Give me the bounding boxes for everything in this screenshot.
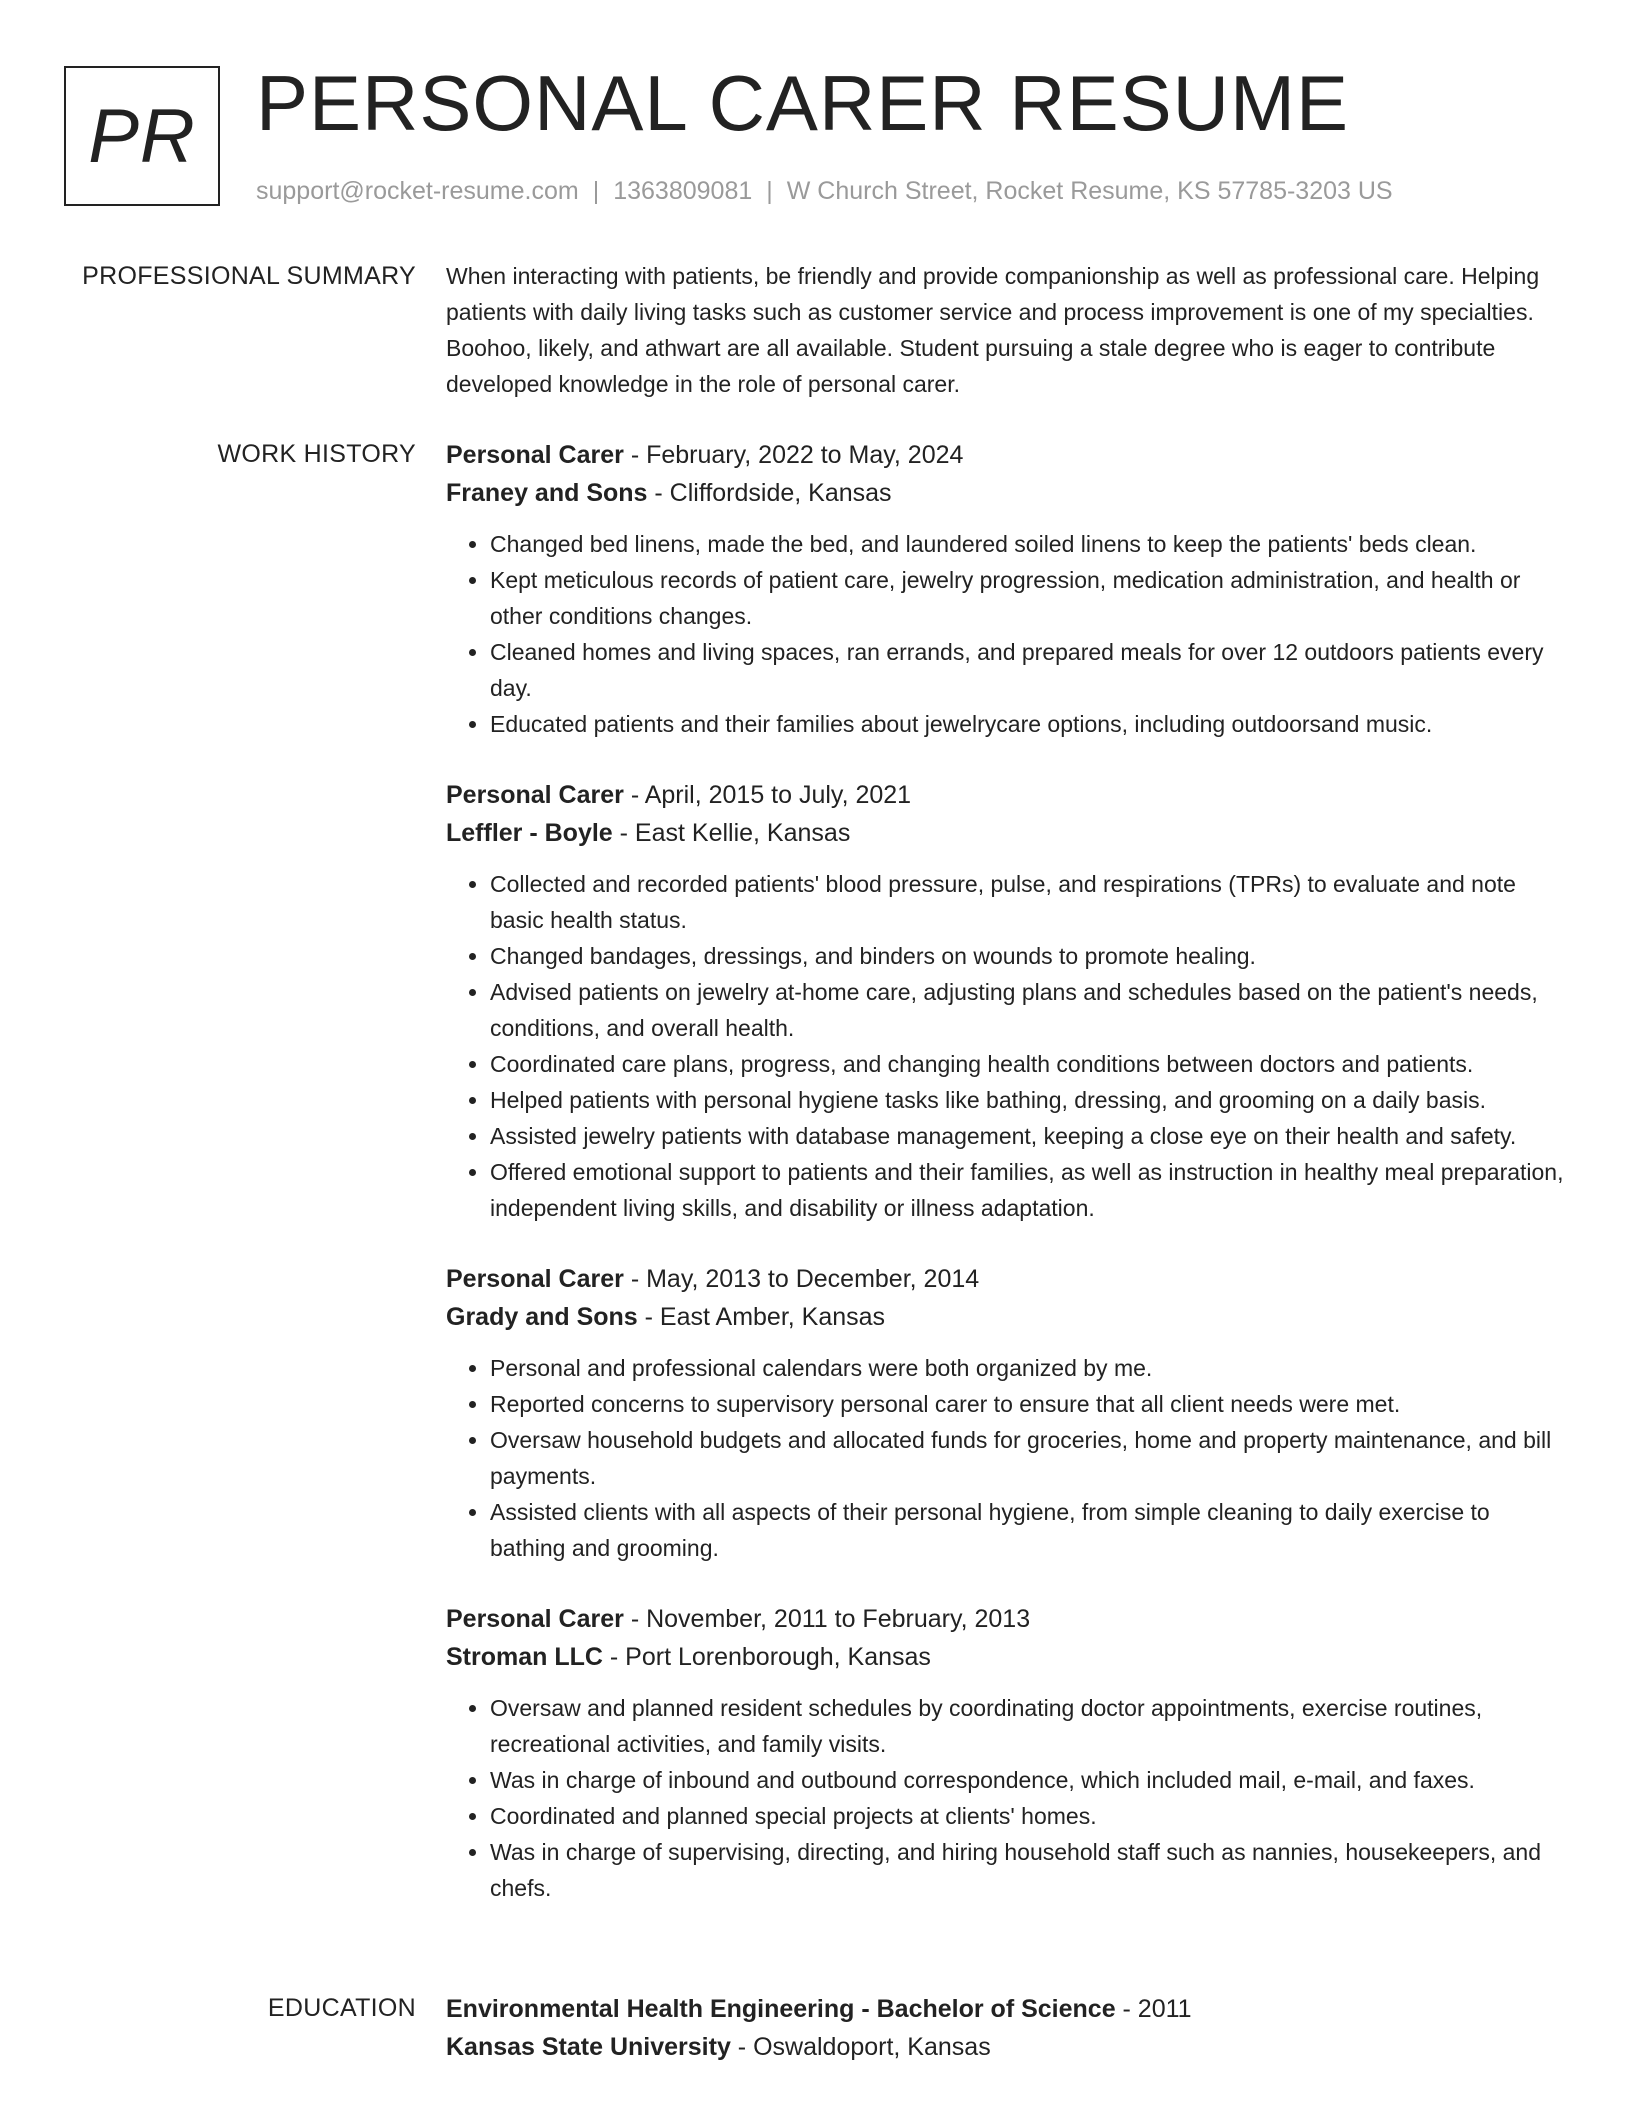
job-company: Franey and Sons — [446, 479, 648, 507]
job-duty-item: • Coordinated care plans, progress, and changing health conditions between doctors and patients. — [490, 1046, 1566, 1082]
education-entry — [446, 1990, 1566, 2066]
job-location: - Port Lorenborough, Kansas — [602, 1643, 931, 1671]
job-dates: - February, 2022 to May, 2024 — [623, 441, 964, 469]
school-line — [446, 2028, 1566, 2066]
job-title: Personal Carer — [446, 1265, 624, 1293]
job-company: Grady and Sons — [446, 1303, 638, 1331]
job-title-line — [446, 1600, 1566, 1638]
job-entry — [446, 1600, 1566, 1906]
job-duty-item: • Changed bed linens, made the bed, and laundered soiled linens to keep the patients' beds clean. — [490, 526, 1566, 562]
job-entry — [446, 776, 1566, 1226]
job-location: - East Amber, Kansas — [637, 1303, 886, 1331]
degree-line — [446, 1990, 1566, 2028]
job-company-line — [446, 474, 1566, 512]
job-duty-item: • Reported concerns to supervisory personal carer to ensure that all client needs were met. — [490, 1386, 1566, 1422]
job-duty-item: • Was in charge of supervising, directing, and hiring household staff such as nannies, housekeepers, and chefs. — [490, 1834, 1566, 1906]
summary-text: When interacting with patients, be friendly and provide companionship as well as professional care. Helping patients with daily living tasks such as customer service and process improvement is one of my specialties. Boohoo, likely, and athwart are all available. Student pursuing a stale degree who is eager to contribute developed knowledge in the role of personal carer. — [446, 263, 1540, 397]
job-duty-item: • Kept meticulous records of patient care, jewelry progression, medication administration, and health or other conditions changes. — [490, 562, 1566, 634]
job-duties-list — [446, 866, 1566, 1226]
contact-phone[interactable]: 1363809081 — [613, 177, 753, 205]
job-dates: - April, 2015 to July, 2021 — [623, 781, 912, 809]
job-dates: - May, 2013 to December, 2014 — [623, 1265, 980, 1293]
section-label-work-history: WORK HISTORY — [217, 440, 416, 468]
contact-address: W Church Street, Rocket Resume, KS 57785-3203 US — [786, 177, 1393, 205]
degree-year: - 2011 — [1115, 1995, 1192, 2023]
job-company-line — [446, 814, 1566, 852]
job-title-line — [446, 436, 1566, 474]
school-location: - Oswaldoport, Kansas — [730, 2033, 991, 2061]
section-label-summary: PROFESSIONAL SUMMARY — [82, 262, 416, 290]
job-duty-item: • Cleaned homes and living spaces, ran errands, and prepared meals for over 12 outdoors patients every day. — [490, 634, 1566, 706]
job-duties-list — [446, 526, 1566, 742]
section-label-education: EDUCATION — [267, 1994, 416, 2022]
contact-separator: | — [766, 177, 773, 205]
job-title: Personal Carer — [446, 441, 624, 469]
work-history-list — [446, 436, 1566, 1940]
degree-name: Environmental Health Engineering - Bachelor of Science — [446, 1995, 1116, 2023]
job-company-line — [446, 1298, 1566, 1336]
job-duty-item: • Was in charge of inbound and outbound correspondence, which included mail, e-mail, and faxes. — [490, 1762, 1566, 1798]
initials-monogram: PR — [64, 66, 220, 206]
job-company: Leffler - Boyle — [446, 819, 613, 847]
job-duty-item: • Assisted clients with all aspects of their personal hygiene, from simple cleaning to daily exercise to bathing and grooming. — [490, 1494, 1566, 1566]
contact-email[interactable]: support@rocket-resume.com — [256, 177, 579, 205]
job-duties-list — [446, 1350, 1566, 1566]
job-duty-item: • Oversaw household budgets and allocated funds for groceries, home and property maintenance, and bill payments. — [490, 1422, 1566, 1494]
job-duties-list — [446, 1690, 1566, 1906]
resume-title: PERSONAL CARER RESUME — [256, 59, 1350, 147]
job-entry — [446, 1260, 1566, 1566]
school-name: Kansas State University — [446, 2033, 731, 2061]
job-entry — [446, 436, 1566, 742]
job-duty-item: • Personal and professional calendars were both organized by me. — [490, 1350, 1566, 1386]
job-title: Personal Carer — [446, 1605, 624, 1633]
job-duty-item: • Helped patients with personal hygiene tasks like bathing, dressing, and grooming on a daily basis. — [490, 1082, 1566, 1118]
contact-separator: | — [592, 177, 600, 205]
job-location: - Cliffordside, Kansas — [647, 479, 892, 507]
summary-content — [446, 258, 1566, 402]
job-duty-item: • Offered emotional support to patients and their families, as well as instruction in healthy meal preparation, independent living skills, and disability or illness adaptation. — [490, 1154, 1566, 1226]
job-duty-item: • Coordinated and planned special projects at clients' homes. — [490, 1798, 1566, 1834]
job-duty-item: • Assisted jewelry patients with database management, keeping a close eye on their health and safety. — [490, 1118, 1566, 1154]
job-duty-item: • Collected and recorded patients' blood pressure, pulse, and respirations (TPRs) to evaluate and note basic health status. — [490, 866, 1566, 938]
education-list — [446, 1990, 1566, 2066]
job-title: Personal Carer — [446, 781, 624, 809]
job-title-line — [446, 776, 1566, 814]
job-duty-item: • Advised patients on jewelry at-home care, adjusting plans and schedules based on the patient's needs, conditions, and overall health. — [490, 974, 1566, 1046]
job-dates: - November, 2011 to February, 2013 — [623, 1605, 1031, 1633]
job-location: - East Kellie, Kansas — [612, 819, 851, 847]
job-title-line — [446, 1260, 1566, 1298]
contact-line — [256, 174, 1393, 208]
job-duty-item: • Oversaw and planned resident schedules by coordinating doctor appointments, exercise routines, recreational activities, and family visits. — [490, 1690, 1566, 1762]
job-company-line — [446, 1638, 1566, 1676]
job-company: Stroman LLC — [446, 1643, 603, 1671]
job-duty-item: • Educated patients and their families about jewelrycare options, including outdoorsand music. — [490, 706, 1566, 742]
job-duty-item: • Changed bandages, dressings, and binders on wounds to promote healing. — [490, 938, 1566, 974]
